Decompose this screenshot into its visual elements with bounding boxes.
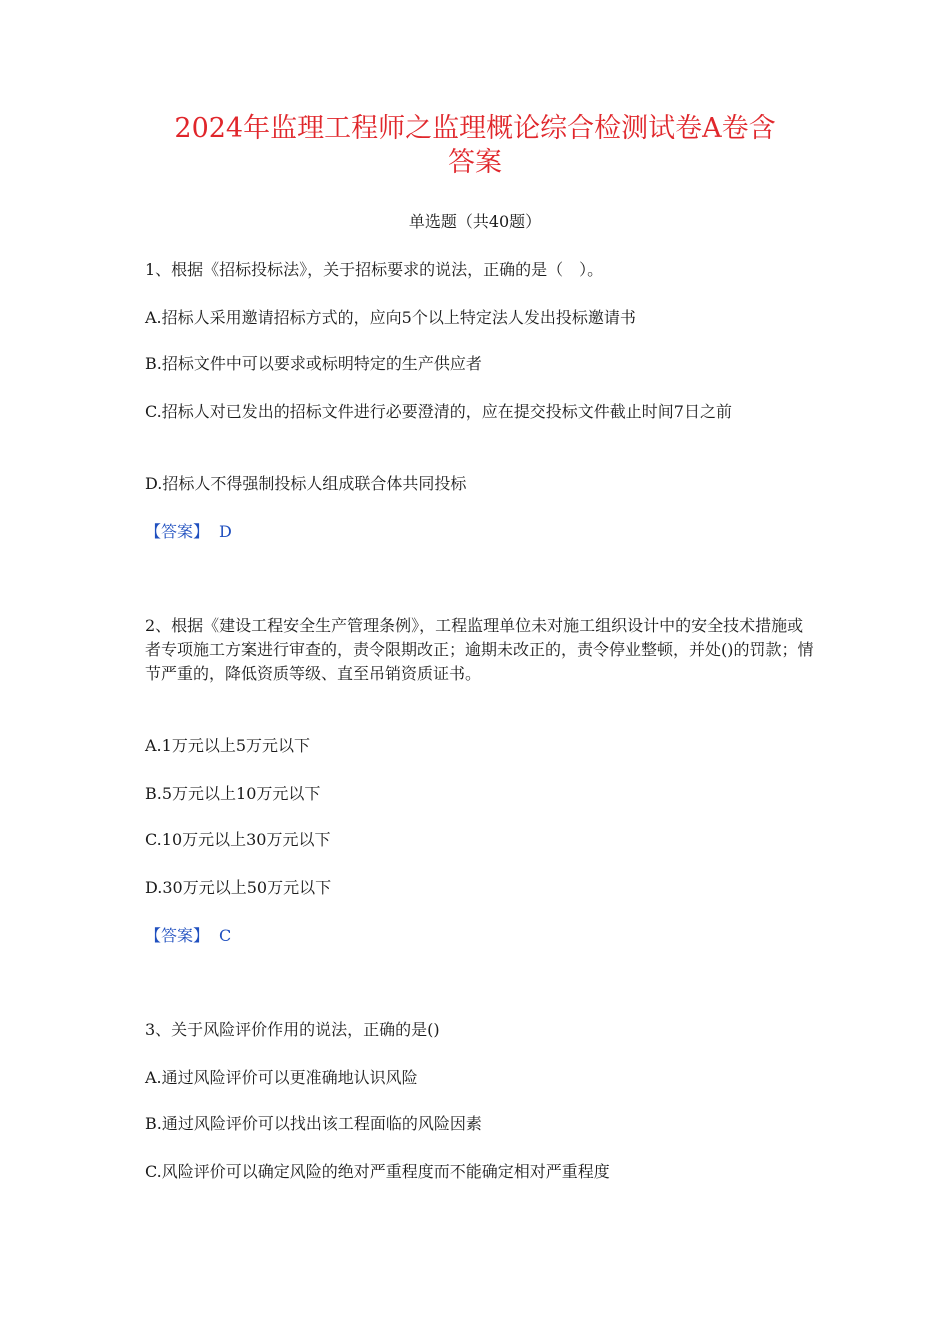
question-1-answer — [145, 520, 815, 544]
document-title-line-2: 答案 — [448, 147, 502, 178]
question-2-option-c: C.10万元以上30万元以下 — [145, 830, 331, 849]
question-2-stem: 2、根据《建设工程安全生产管理条例》，工程监理单位未对施工组织设计中的安全技术措施或者专项施工方案进行审查的，责令限期改正；逾期未改正的，责令停业整顿，并处()的罚款；情节严重的，降低资质等级、直至吊销资质证书。 — [145, 616, 814, 683]
document-title-line-1: 2024年监理工程师之监理概论综合检测试卷A卷含 — [174, 113, 776, 144]
question-1-stem: 1、根据《招标投标法》，关于招标要求的说法，正确的是（ ）。 — [145, 260, 604, 279]
question-1-option-d: D.招标人不得强制投标人组成联合体共同投标 — [145, 474, 467, 493]
section-heading: 单选题（共40题） — [408, 212, 542, 231]
answer-value: C — [219, 926, 232, 945]
question-2-answer — [145, 924, 815, 948]
answer-value: D — [219, 522, 232, 541]
question-1-option-b: B.招标文件中可以要求或标明特定的生产供应者 — [145, 354, 482, 373]
question-2-option-b: B.5万元以上10万元以下 — [145, 784, 321, 803]
question-2-option-d: D.30万元以上50万元以下 — [145, 878, 332, 897]
question-3-option-a: A.通过风险评价可以更准确地认识风险 — [145, 1068, 418, 1087]
answer-label: 【答案】 — [145, 522, 210, 541]
question-3-option-b: B.通过风险评价可以找出该工程面临的风险因素 — [145, 1114, 482, 1133]
answer-label: 【答案】 — [145, 926, 210, 945]
question-3-option-c: C.风险评价可以确定风险的绝对严重程度而不能确定相对严重程度 — [145, 1162, 610, 1181]
question-1-option-c: C.招标人对已发出的招标文件进行必要澄清的，应在提交投标文件截止时间7日之前 — [145, 402, 732, 421]
question-2-option-a: A.1万元以上5万元以下 — [145, 736, 311, 755]
question-1-option-a: A.招标人采用邀请招标方式的，应向5个以上特定法人发出投标邀请书 — [145, 308, 636, 327]
question-3-stem: 3、关于风险评价作用的说法，正确的是() — [145, 1020, 440, 1039]
